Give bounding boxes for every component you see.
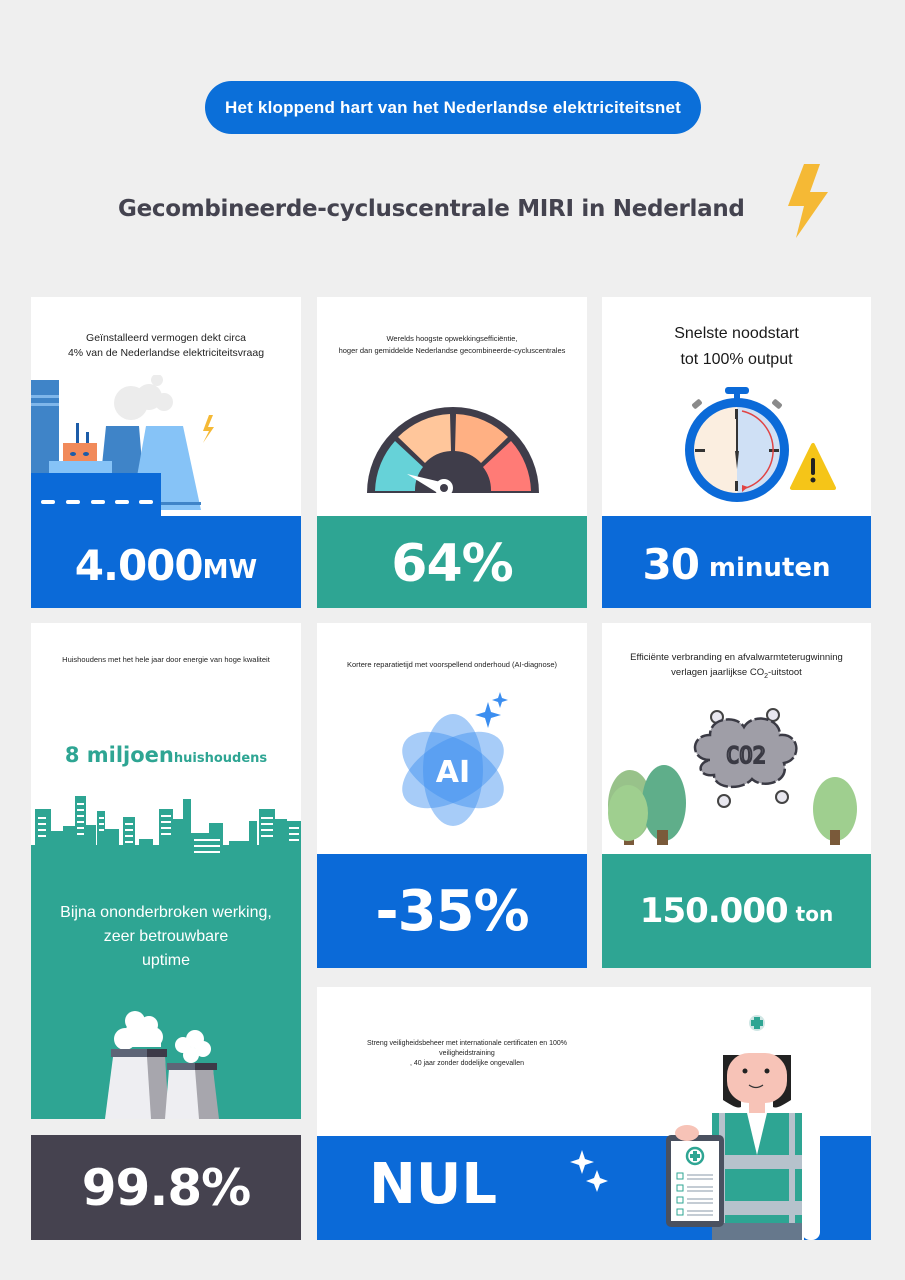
card-safety <box>317 987 871 1240</box>
capacity-unit: MW <box>202 555 258 585</box>
co2-unit: ton <box>795 902 834 926</box>
card-capacity <box>31 297 301 608</box>
households-unit: huishoudens <box>173 751 268 766</box>
co2-caption-post: -uitstoot <box>768 667 802 678</box>
uptime-caption-line1: Bijna ononderbroken werking, <box>60 904 272 921</box>
gauge-icon <box>365 403 541 495</box>
efficiency-value: 64% <box>391 534 513 594</box>
co2-caption-line1: Efficiënte verbranding en afvalwarmteterugwinning <box>630 652 843 663</box>
efficiency-band <box>317 516 587 608</box>
card-uptime-value <box>31 1135 301 1240</box>
co2-cloud-icon <box>602 705 871 845</box>
repair-caption: Kortere reparatietijd met voorspellend onderhoud (AI-diagnose) <box>346 660 558 669</box>
lightning-bolt-icon <box>782 162 832 240</box>
capacity-caption-line2: 4% van de Nederlandse elektriciteitsvraag <box>67 347 265 359</box>
households-caption: Huishoudens met het hele jaar door energie van hoge kwaliteit <box>62 655 270 664</box>
header-pill: Het kloppend hart van het Nederlandse elektriciteitsnet <box>205 81 701 134</box>
efficiency-caption-line2: hoger dan gemiddelde Nederlandse gecombineerde-cycluscentrales <box>338 346 566 355</box>
startup-value: 30 <box>642 539 699 589</box>
uptime-value: 99.8% <box>81 1158 251 1217</box>
households-value: 8 miljoen <box>64 743 174 767</box>
startup-band <box>602 516 871 608</box>
card-repair <box>317 623 587 968</box>
city-skyline-icon <box>31 791 301 871</box>
repair-band <box>317 854 587 968</box>
capacity-value: 4.000 <box>74 540 203 590</box>
co2-caption-line2 <box>602 665 871 684</box>
safety-caption-line1: Streng veiligheidsbeheer met internationale certificaten en 100% veiligheidstraining <box>366 1040 567 1057</box>
co2-caption-sub: 2 <box>764 672 769 680</box>
card-startup <box>602 297 871 608</box>
card-co2 <box>602 623 871 968</box>
power-plant-icon <box>31 375 301 520</box>
startup-caption-line2: tot 100% output <box>680 351 793 368</box>
capacity-band <box>31 516 301 608</box>
safety-value: NUL <box>369 1152 498 1217</box>
safety-worker-icon <box>657 1005 857 1240</box>
ai-icon <box>393 688 523 828</box>
repair-value: -35% <box>375 878 529 944</box>
uptime-caption-line3: uptime <box>141 952 191 969</box>
cooling-tower-icon <box>105 1003 225 1119</box>
startup-unit: minuten <box>708 553 831 583</box>
co2-caption-pre: verlagen jaarlijkse CO <box>671 667 765 678</box>
co2-band <box>602 854 871 968</box>
capacity-caption-line1: Geïnstalleerd vermogen dekt circa <box>86 332 246 344</box>
card-households <box>31 623 301 1119</box>
co2-cloud-label: CO2 <box>726 744 766 769</box>
safety-caption-line2: , 40 jaar zonder dodelijke ongevallen <box>409 1060 525 1067</box>
page-title: Gecombineerde-cycluscentrale MIRI in Nederland <box>118 196 745 222</box>
ai-label: AI <box>435 755 471 790</box>
stopwatch-icon <box>682 385 842 505</box>
efficiency-caption-line1: Werelds hoogste opwekkingsefficiëntie, <box>386 334 518 343</box>
startup-caption-line1: Snelste noodstart <box>674 325 799 342</box>
sparkle-icon <box>570 1148 612 1192</box>
co2-value: 150.000 <box>639 891 788 931</box>
uptime-caption-line2: zeer betrouwbare <box>103 928 229 945</box>
card-efficiency <box>317 297 587 608</box>
uptime-panel <box>31 871 301 1119</box>
